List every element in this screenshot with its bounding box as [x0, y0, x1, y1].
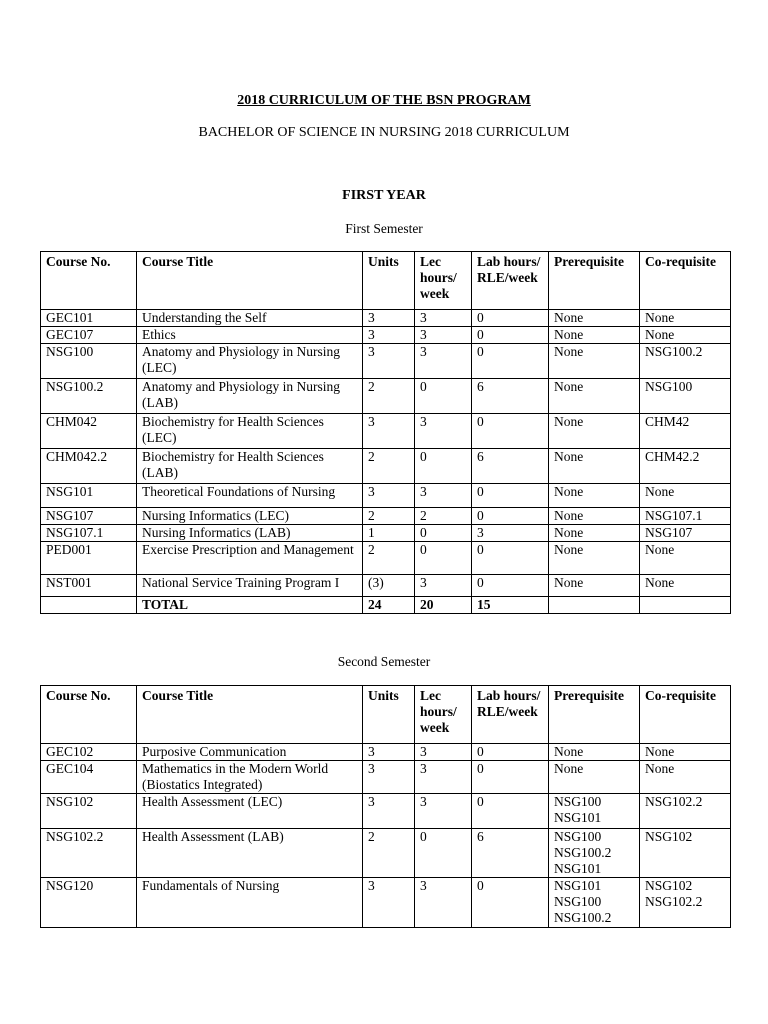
cell-prerequisite	[549, 794, 640, 829]
cell-course-title: Ethics	[137, 327, 363, 344]
cell-prerequisite: None	[549, 542, 640, 575]
cell-units: 2	[363, 508, 415, 525]
cell-course-title: Health Assessment (LAB)	[137, 829, 363, 878]
cell-line: NSG101	[554, 878, 602, 893]
cell-course-title: Anatomy and Physiology in Nursing (LAB)	[137, 379, 363, 414]
header-course-no: Course No.	[41, 252, 137, 310]
total-row	[41, 597, 731, 614]
table-row	[41, 414, 731, 449]
cell-prerequisite: None	[549, 575, 640, 597]
table-row	[41, 310, 731, 327]
cell-lab-hours: 0	[472, 794, 549, 829]
cell-units: 3	[363, 761, 415, 794]
cell-lec-hours: 3	[415, 344, 472, 379]
cell-course-title: Nursing Informatics (LEC)	[137, 508, 363, 525]
cell-lab-hours: 0	[472, 484, 549, 508]
cell-lab-hours: 0	[472, 744, 549, 761]
cell-line: NSG100	[554, 829, 602, 844]
cell-lec-hours: 3	[415, 575, 472, 597]
cell-corequisite: None	[640, 484, 731, 508]
cell-lec-hours: 2	[415, 508, 472, 525]
header-course-title: Course Title	[137, 252, 363, 310]
total-lab-hours: 15	[472, 597, 549, 614]
cell-line: NSG100.2	[554, 845, 612, 860]
cell-corequisite: NSG107.1	[640, 508, 731, 525]
cell-corequisite: NSG100	[640, 379, 731, 414]
year-heading: FIRST YEAR	[342, 188, 426, 203]
cell-line: NSG101	[554, 861, 602, 876]
total-prerequisite	[549, 597, 640, 614]
header-corequisite: Co-requisite	[640, 686, 731, 744]
cell-line: NSG100	[554, 894, 602, 909]
cell-lab-hours: 6	[472, 829, 549, 878]
cell-prerequisite: None	[549, 744, 640, 761]
cell-course-no: NSG101	[41, 484, 137, 508]
cell-prerequisite: None	[549, 344, 640, 379]
cell-lec-hours: 3	[415, 878, 472, 928]
cell-prerequisite: None	[549, 761, 640, 794]
cell-course-no: PED001	[41, 542, 137, 575]
cell-line: NSG102.2	[645, 894, 703, 909]
cell-units: 3	[363, 310, 415, 327]
cell-course-no: NSG102	[41, 794, 137, 829]
cell-course-no: GEC102	[41, 744, 137, 761]
cell-course-no: GEC104	[41, 761, 137, 794]
cell-units: 1	[363, 525, 415, 542]
cell-units: 3	[363, 414, 415, 449]
cell-units: 3	[363, 744, 415, 761]
cell-course-no: GEC101	[41, 310, 137, 327]
cell-units: 2	[363, 449, 415, 484]
cell-course-no: NSG120	[41, 878, 137, 928]
cell-units: 3	[363, 344, 415, 379]
cell-corequisite: None	[640, 761, 731, 794]
header-lec-hours: Lec hours/ week	[415, 252, 472, 310]
cell-lec-hours: 3	[415, 327, 472, 344]
cell-prerequisite: None	[549, 310, 640, 327]
document-subtitle: BACHELOR OF SCIENCE IN NURSING 2018 CURRICULUM	[198, 125, 570, 140]
header-course-title: Course Title	[137, 686, 363, 744]
header-lab-hours: Lab hours/ RLE/week	[472, 252, 549, 310]
cell-units: 3	[363, 794, 415, 829]
cell-corequisite: None	[640, 327, 731, 344]
cell-course-no: NSG107	[41, 508, 137, 525]
cell-lab-hours: 0	[472, 761, 549, 794]
cell-corequisite: NSG107	[640, 525, 731, 542]
cell-lec-hours: 3	[415, 794, 472, 829]
cell-units: 3	[363, 327, 415, 344]
cell-course-no: NSG102.2	[41, 829, 137, 878]
cell-prerequisite: None	[549, 414, 640, 449]
cell-course-no: CHM042.2	[41, 449, 137, 484]
cell-lec-hours: 0	[415, 829, 472, 878]
cell-prerequisite: None	[549, 508, 640, 525]
cell-lec-hours: 3	[415, 310, 472, 327]
table-row	[41, 829, 731, 878]
cell-lab-hours: 0	[472, 327, 549, 344]
cell-line: NSG101	[554, 810, 602, 825]
table-row	[41, 525, 731, 542]
header-lab-hours: Lab hours/ RLE/week	[472, 686, 549, 744]
cell-lec-hours: 0	[415, 525, 472, 542]
cell-corequisite: NSG100.2	[640, 344, 731, 379]
cell-course-no: NSG100.2	[41, 379, 137, 414]
cell-units: 2	[363, 829, 415, 878]
cell-lec-hours: 3	[415, 484, 472, 508]
cell-course-no: NSG107.1	[41, 525, 137, 542]
cell-units: (3)	[363, 575, 415, 597]
table-row	[41, 878, 731, 928]
header-prerequisite: Prerequisite	[549, 686, 640, 744]
cell-course-no: CHM042	[41, 414, 137, 449]
table-header-row	[41, 686, 731, 744]
cell-line: NSG100.2	[554, 910, 612, 925]
cell-course-title: Anatomy and Physiology in Nursing (LEC)	[137, 344, 363, 379]
table-row	[41, 542, 731, 575]
table-row	[41, 508, 731, 525]
semester-2-heading: Second Semester	[337, 654, 431, 669]
cell-units: 2	[363, 542, 415, 575]
cell-lec-hours: 3	[415, 414, 472, 449]
header-course-no: Course No.	[41, 686, 137, 744]
cell-units: 3	[363, 484, 415, 508]
total-units: 24	[363, 597, 415, 614]
cell-corequisite: None	[640, 744, 731, 761]
header-lec-hours: Lec hours/ week	[415, 686, 472, 744]
total-course-title: TOTAL	[137, 597, 363, 614]
document-title: 2018 CURRICULUM OF THE BSN PROGRAM	[237, 93, 531, 108]
cell-lab-hours: 0	[472, 414, 549, 449]
cell-course-title: Nursing Informatics (LAB)	[137, 525, 363, 542]
cell-course-title: Understanding the Self	[137, 310, 363, 327]
cell-prerequisite: None	[549, 449, 640, 484]
cell-line: NSG102	[645, 878, 693, 893]
table-row	[41, 575, 731, 597]
cell-lab-hours: 6	[472, 449, 549, 484]
table-row	[41, 327, 731, 344]
cell-lec-hours: 0	[415, 379, 472, 414]
total-corequisite	[640, 597, 731, 614]
cell-lab-hours: 0	[472, 344, 549, 379]
cell-course-title: Biochemistry for Health Sciences (LEC)	[137, 414, 363, 449]
cell-course-title: Theoretical Foundations of Nursing	[137, 484, 363, 508]
cell-course-no: NST001	[41, 575, 137, 597]
cell-course-title: Health Assessment (LEC)	[137, 794, 363, 829]
cell-course-title: National Service Training Program I	[137, 575, 363, 597]
cell-corequisite: CHM42	[640, 414, 731, 449]
cell-lab-hours: 0	[472, 310, 549, 327]
table-header-row	[41, 252, 731, 310]
cell-corequisite: NSG102.2	[640, 794, 731, 829]
first-semester-table	[40, 251, 731, 614]
second-semester-table	[40, 685, 731, 928]
cell-prerequisite	[549, 829, 640, 878]
header-units: Units	[363, 686, 415, 744]
table-row	[41, 379, 731, 414]
cell-course-title: Fundamentals of Nursing	[137, 878, 363, 928]
total-lec-hours: 20	[415, 597, 472, 614]
cell-lab-hours: 6	[472, 379, 549, 414]
semester-1-heading: First Semester	[345, 221, 423, 236]
cell-prerequisite: None	[549, 327, 640, 344]
cell-corequisite: None	[640, 310, 731, 327]
table-row	[41, 449, 731, 484]
cell-lab-hours: 0	[472, 508, 549, 525]
cell-line: NSG100	[554, 794, 602, 809]
cell-corequisite: CHM42.2	[640, 449, 731, 484]
cell-course-title: Exercise Prescription and Management	[137, 542, 363, 575]
table-row	[41, 794, 731, 829]
cell-prerequisite	[549, 878, 640, 928]
cell-course-title: Mathematics in the Modern World (Biostatics Integrated)	[137, 761, 363, 794]
cell-units: 2	[363, 379, 415, 414]
table-row	[41, 484, 731, 508]
total-course-no	[41, 597, 137, 614]
cell-course-no: GEC107	[41, 327, 137, 344]
cell-corequisite	[640, 878, 731, 928]
cell-lab-hours: 3	[472, 525, 549, 542]
header-prerequisite: Prerequisite	[549, 252, 640, 310]
cell-lec-hours: 0	[415, 449, 472, 484]
table-row	[41, 744, 731, 761]
cell-course-title: Purposive Communication	[137, 744, 363, 761]
cell-units: 3	[363, 878, 415, 928]
cell-lec-hours: 0	[415, 542, 472, 575]
cell-prerequisite: None	[549, 525, 640, 542]
cell-course-no: NSG100	[41, 344, 137, 379]
table-row	[41, 344, 731, 379]
cell-corequisite: NSG102	[640, 829, 731, 878]
cell-prerequisite: None	[549, 484, 640, 508]
cell-lec-hours: 3	[415, 761, 472, 794]
cell-lab-hours: 0	[472, 542, 549, 575]
cell-corequisite: None	[640, 542, 731, 575]
table-row	[41, 761, 731, 794]
header-units: Units	[363, 252, 415, 310]
cell-corequisite: None	[640, 575, 731, 597]
cell-lab-hours: 0	[472, 878, 549, 928]
header-corequisite: Co-requisite	[640, 252, 731, 310]
cell-lab-hours: 0	[472, 575, 549, 597]
cell-prerequisite: None	[549, 379, 640, 414]
cell-course-title: Biochemistry for Health Sciences (LAB)	[137, 449, 363, 484]
cell-lec-hours: 3	[415, 744, 472, 761]
